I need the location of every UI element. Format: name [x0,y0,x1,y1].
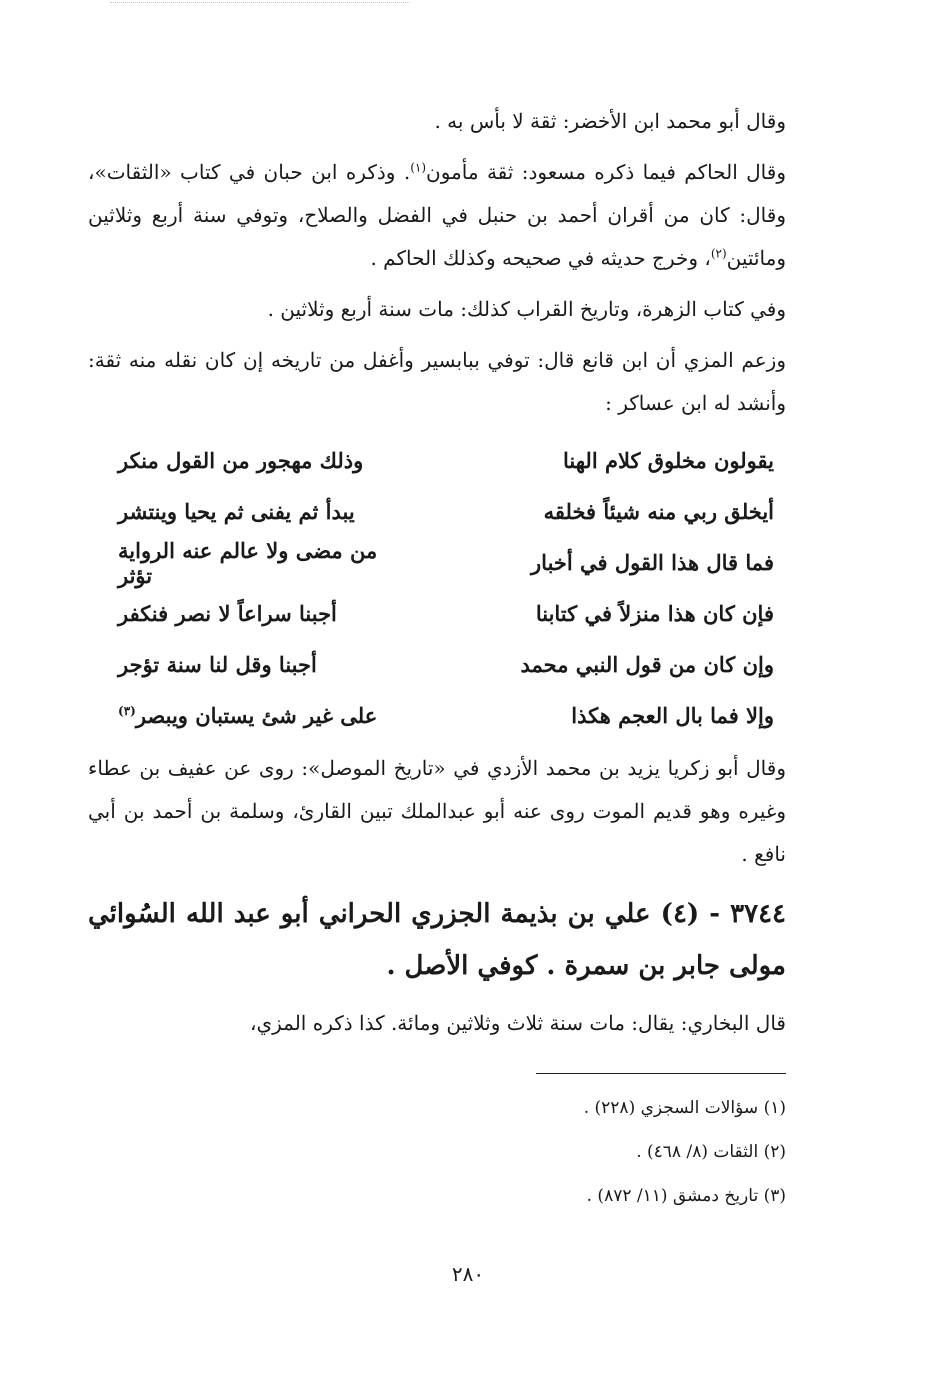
paragraph-hakim-part1: وقال الحاكم فيما ذكره مسعود: ثقة مأمون [426,160,786,184]
poem-first-hemistich: وإن كان من قول النبي محمد [520,652,774,677]
poem-verse [88,690,786,741]
paragraph-azdi: وقال أبو زكريا يزيد بن محمد الأزدي في «تاريخ الموصل»: روى عن عفيف بن عطاء وغيره وهو قديم الموت روى عنه أبو عبدالملك تبين القارئ، وسلمة بن أحمد بن أبي نافع . [88,756,786,866]
poem-first-hemistich: فما قال هذا القول في أخبار [531,550,774,575]
poem-first-hemistich: يقولون مخلوق كلام الهنا [563,448,774,473]
poem-first-hemistich: وإلا فما بال العجم هكذا [571,703,774,728]
poem-first-hemistich: فإن كان هذا منزلاً في كتابنا [535,601,774,626]
poem-verse [88,588,786,639]
paragraph-hakim [88,151,786,280]
paragraph-zahra: وفي كتاب الزهرة، وتاريخ القراب كذلك: مات سنة أربع وثلاثين . [267,297,786,321]
poem-second-hemistich-text: على غير شئ يستبان ويبصر [135,703,378,728]
paragraph-hakim-part2: . وذكره ابن حبان في كتاب «الثقات»، وقال: كان من أقران أحمد بن حنبل في الفضل والصلاح، وتوفي سنة أربع وثلاثين ومائتين [88,160,786,270]
poem-second-hemistich [118,703,418,728]
footnote-1: (١) سؤالات السجزي (٢٢٨) . [583,1098,786,1118]
footnote-separator [536,1073,786,1074]
paragraph-bukhari: قال البخاري: يقال: مات سنة ثلاث وثلاثين ومائة. كذا ذكره المزي، [250,1011,786,1035]
poem-verse [88,486,786,537]
footnote-ref-3: (٣) [118,704,136,718]
poem-second-hemistich: يبدأ ثم يفنى ثم يحيا وينتشر [118,499,355,524]
paragraph-mizzi: وزعم المزي أن ابن قانع قال: توفي ببابسير وأغفل من تاريخه إن كان نقله منه ثقة: وأنشد له ابن عساكر : [88,348,786,415]
poem-second-hemistich: وذلك مهجور من القول منكر [118,448,364,473]
poem-second-hemistich: أجبنا وقل لنا سنة تؤجر [118,652,317,677]
poem-second-hemistich: أجبنا سراعاً لا نصر فنكفر [118,601,337,626]
poem-second-hemistich: من مضى ولا عالم عنه الرواية تؤثر [118,537,378,588]
paragraph-hakim-part3: ، وخرج حديثه في صحيحه وكذلك الحاكم . [370,246,711,270]
paragraph-ibn-akhdar: وقال أبو محمد ابن الأخضر: ثقة لا بأس به . [434,109,786,133]
footnote-2: (٢) الثقات (٨/ ٤٦٨) . [636,1142,786,1162]
poem-first-hemistich: أيخلق ربي منه شيئاً فخلقه [543,499,774,524]
poem-verse [88,639,786,690]
page-number: ٢٨٠ [451,1262,485,1286]
footnotes [286,1086,786,1218]
poem-verse [88,537,786,588]
footnote-ref-2: (٢) [710,246,727,261]
page-body [88,100,786,1053]
footnote-ref-1: (١) [410,160,427,175]
footnote-3: (٣) تاريخ دمشق (١١/ ٨٧٢) . [586,1186,786,1206]
entry-heading: ٣٧٤٤ - (٤) علي بن بذيمة الجزري الحراني أبو عبد الله السُوائي مولى جابر بن سمرة . كوفي الأصل . [88,899,786,981]
poem-verse [88,435,786,486]
poem [88,435,786,741]
scan-edge-mark [110,2,410,7]
